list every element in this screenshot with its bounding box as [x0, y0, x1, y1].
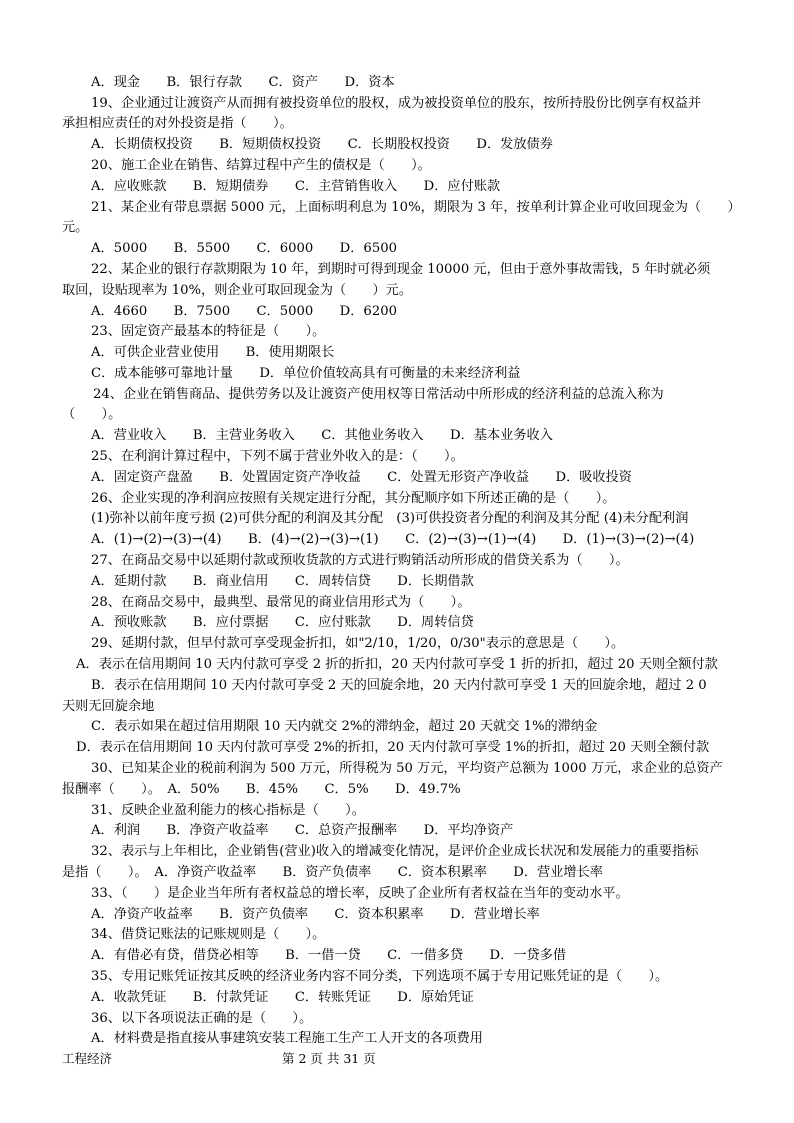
- text-line: (1)弥补以前年度亏损 (2)可供分配的利润及其分配 (3)可供投资者分配的利润及其分配 (4)未分配利润: [91, 511, 689, 526]
- options-line: A．可供企业营业使用 B．使用期限长: [91, 345, 335, 360]
- question-33: 33、（ ）是企业当年所有者权益总的增长率，反映了企业所有者权益在当年的变动水平。: [91, 886, 629, 901]
- options-line: A．4660 B．7500 C．5000 D．6200: [91, 304, 397, 319]
- options-line: A．延期付款 B．商业信用 C．周转信贷 D．长期借款: [91, 574, 474, 589]
- options-line: A．材料费是指直接从事建筑安装工程施工生产工人开支的各项费用: [91, 1031, 483, 1046]
- page-number: 第 2 页 共 31 页: [282, 1051, 376, 1066]
- question-24: 24、企业在销售商品、提供劳务以及让渡资产使用权等日常活动中所形成的经济利益的总流入称为: [93, 387, 664, 402]
- options-line: A．固定资产盘盈 B．处置固定资产净收益 C．处置无形资产净收益 D．吸收投资: [91, 470, 632, 485]
- question-26: 26、企业实现的净利润应按照有关规定进行分配，其分配顺序如下所述正确的是（ ）。: [91, 491, 616, 506]
- options-line: A．营业收入 B．主营业务收入 C．其他业务收入 D．基本业务收入: [91, 428, 553, 443]
- options-line: A．预收账款 B．应付票据 C．应付账款 D．周转信贷: [91, 615, 474, 630]
- options-line: A．净资产收益率 B．资产负债率 C．资本积累率 D．营业增长率: [91, 907, 540, 922]
- question-23: 23、固定资产最基本的特征是（ ）。: [91, 324, 326, 339]
- question-20: 20、施工企业在销售、结算过程中产生的债权是（ ）。: [91, 158, 431, 173]
- options-line: C．成本能够可靠地计量 D．单位价值较高具有可衡量的未来经济利益: [91, 366, 521, 381]
- question-22: 22、某企业的银行存款期限为 10 年，到期时可得到现金 10000 元，但由于意外事故需钱，5 年时就必须: [91, 262, 711, 277]
- question-21: 21、某企业有带息票据 5000 元，上面标明利息为 10%，期限为 3 年，按单利计算企业可收回现金为（ ）: [91, 200, 741, 215]
- options-line: A．5000 B．5500 C．6000 D．6500: [91, 241, 397, 256]
- options-line: B．表示在信用期间 10 天内付款可享受 2 天的回旋余地，20 天内付款可享受 1 天的回旋余地，超过 2 0: [91, 678, 707, 693]
- question-36: 36、以下各项说法正确的是（ ）。: [91, 1011, 313, 1026]
- options-line: 是指（ ）。 A．净资产收益率 B．资产负债率 C．资本积累率 D．营业增长率: [62, 865, 603, 880]
- options-line: A．长期债权投资 B．短期债权投资 C．长期股权投资 D．发放债券: [91, 137, 553, 152]
- question-35: 35、专用记账凭证按其反映的经济业务内容不同分类，下列选项不属于专用记账凭证的是（ ）。: [91, 969, 669, 984]
- text-line: （ ）。: [62, 407, 122, 422]
- text-line: 取回，设贴现率为 10%，则企业可取回现金为（ ）元。: [62, 283, 413, 298]
- question-19: 19、企业通过让渡资产从而拥有被投资单位的股权，成为被投资单位的股东，按所持股份比例享有权益并: [91, 96, 702, 111]
- text-line: A．现金 B．银行存款 C．资产 D．资本: [91, 75, 395, 90]
- question-25: 25、在利润计算过程中，下列不属于营业外收入的是：（ ）。: [91, 449, 464, 464]
- question-29: 29、延期付款，但早付款可享受现金折扣，如"2/10，1/20，0/30"表示的意思是（ ）。: [91, 636, 625, 651]
- options-line: 报酬率（ ）。 A．50% B．45% C．5% D．49.7%: [62, 782, 461, 797]
- options-line: A．有借必有贷，借贷必相等 B．一借一贷 C．一借多贷 D．一贷多借: [91, 948, 567, 963]
- footer-title: 工程经济: [62, 1051, 113, 1066]
- options-line: C．表示如果在超过信用期限 10 天内就交 2%的滞纳金，超过 20 天就交 1%的滞纳金: [91, 719, 598, 734]
- question-28: 28、在商品交易中，最典型、最常见的商业信用形式为（ ）。: [91, 595, 471, 610]
- options-line: A．利润 B．净资产收益率 C．总资产报酬率 D．平均净资产: [91, 823, 514, 838]
- question-31: 31、反映企业盈利能力的核心指标是（ ）。: [91, 803, 365, 818]
- options-line: A．收款凭证 B．付款凭证 C．转账凭证 D．原始凭证: [91, 990, 474, 1005]
- options-line: A．应收账款 B．短期债券 C．主营销售收入 D．应付账款: [91, 179, 501, 194]
- question-30: 30、已知某企业的税前利润为 500 万元，所得税为 50 万元，平均资产总额为 1000 万元，求企业的总资产: [91, 761, 723, 776]
- options-line: A．表示在信用期间 10 天内付款可享受 2 折的折扣，20 天内付款可享受 1 折的折扣，超过 20 天则全额付款: [76, 657, 718, 672]
- question-32: 32、表示与上年相比，企业销售(营业)收入的增减变化情况，是评价企业成长状况和发展能力的重要指标: [91, 844, 699, 859]
- question-34: 34、借贷记账法的记账规则是（ ）。: [91, 927, 326, 942]
- options-line: D．表示在信用期间 10 天内付款可享受 2%的折扣，20 天内付款可享受 1%的折扣，超过 20 天则全额付款: [76, 740, 710, 755]
- text-line: 元。: [62, 220, 89, 235]
- text-line: 天则无回旋余地: [62, 699, 155, 714]
- options-line: A．(1)→(2)→(3)→(4) B．(4)→(2)→(3)→(1) C．(2)→(3)→(1)→(4) D．(1)→(3)→(2)→(4): [91, 532, 695, 547]
- text-line: 承担相应责任的对外投资是指（ ）。: [62, 116, 293, 131]
- question-27: 27、在商品交易中以延期付款或预收货款的方式进行购销活动所形成的借贷关系为（ ）。: [91, 553, 629, 568]
